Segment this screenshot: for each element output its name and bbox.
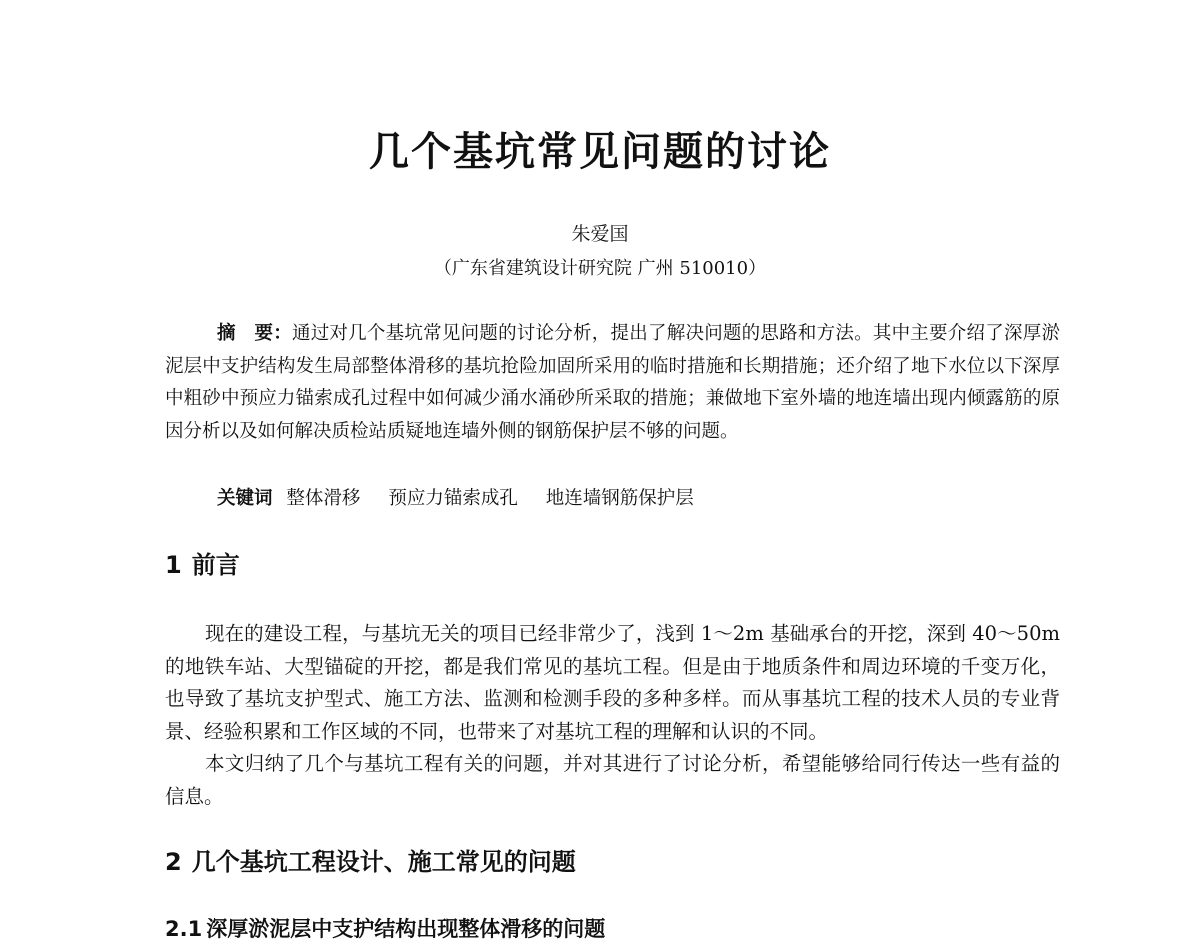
- keyword-item: 预应力锚索成孔: [388, 488, 518, 509]
- section-heading-2: [165, 845, 576, 879]
- keyword-item: 整体滑移: [286, 488, 361, 509]
- paper-title: 几个基坑常见问题的讨论: [369, 129, 831, 175]
- keywords-label: 关键词: [217, 488, 273, 509]
- section-number: 2: [165, 848, 182, 876]
- keyword-item: 地连墙钢筋保护层: [545, 488, 694, 509]
- section-heading-1: [165, 548, 240, 582]
- abstract-label: 摘 要：: [217, 323, 292, 344]
- abstract: [165, 318, 1060, 448]
- subsection-heading-2-1: [165, 914, 605, 944]
- subsection-title: 深厚淤泥层中支护结构出现整体滑移的问题: [206, 917, 606, 941]
- subsection-number: 2.1: [165, 917, 203, 941]
- body-paragraph: 现在的建设工程，与基坑无关的项目已经非常少了，浅到 1～2m 基础承台的开挖，深到 40～50m 的地铁车站、大型锚碇的开挖，都是我们常见的基坑工程。但是由于地质条件和周边环境的千变万化，也导致了基坑支护型式、施工方法、监测和检测手段的多种多样。而从事基坑工程的技术人员的专业背景、经验积累和工作区域的不同，也带来了对基坑工程的理解和认识的不同。: [165, 622, 1060, 743]
- keywords: [217, 483, 716, 515]
- author-affiliation: （广东省建筑设计研究院 广州 510010）: [433, 258, 767, 279]
- abstract-text: 通过对几个基坑常见问题的讨论分析，提出了解决问题的思路和方法。其中主要介绍了深厚淤泥层中支护结构发生局部整体滑移的基坑抢险加固所采用的临时措施和长期措施；还介绍了地下水位以下深厚中粗砂中预应力锚索成孔过程中如何减少涌水涌砂所采取的措施；兼做地下室外墙的地连墙出现内倾露筋的原因分析以及如何解决质检站质疑地连墙外侧的钢筋保护层不够的问题。: [165, 323, 1060, 442]
- section-title: 前言: [191, 551, 240, 579]
- section-title: 几个基坑工程设计、施工常见的问题: [191, 848, 576, 876]
- author-name: 朱爱国: [571, 223, 629, 245]
- section-number: 1: [165, 551, 182, 579]
- body-paragraph: 本文归纳了几个与基坑工程有关的问题，并对其进行了讨论分析，希望能够给同行传达一些有益的信息。: [165, 752, 1060, 808]
